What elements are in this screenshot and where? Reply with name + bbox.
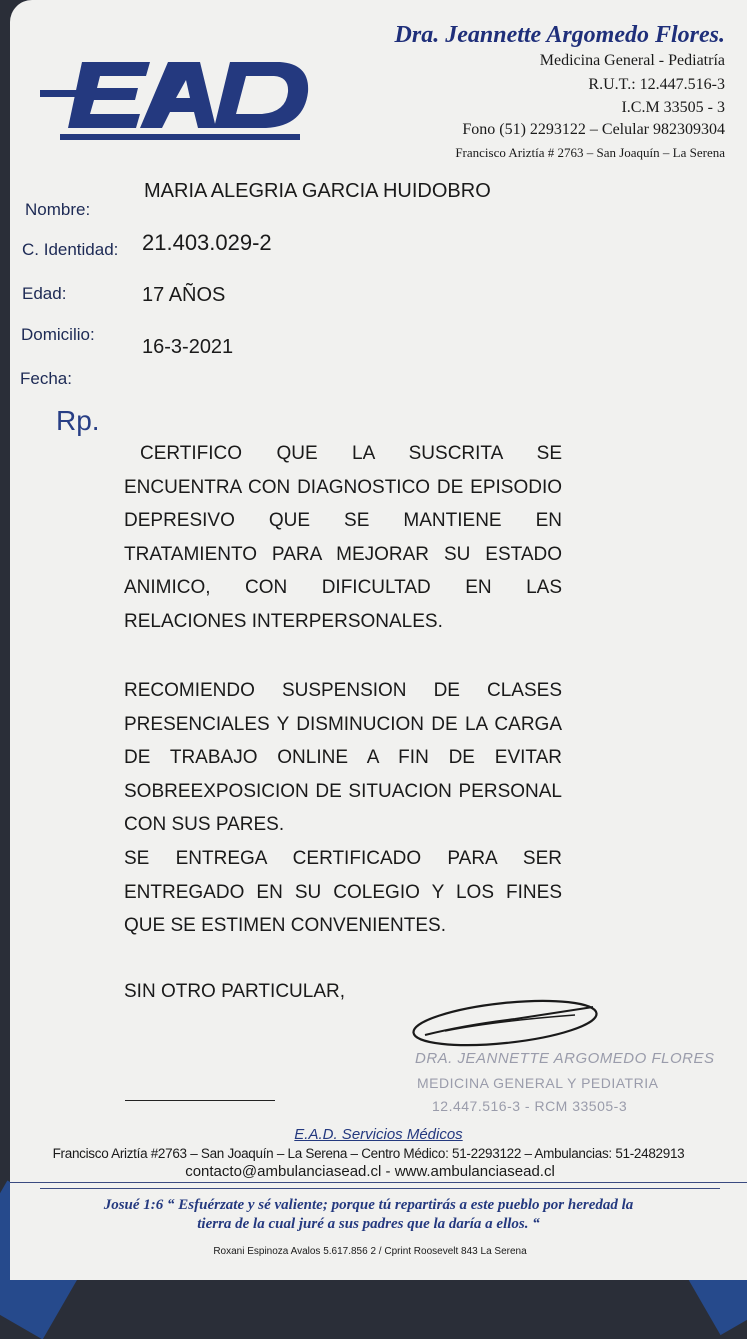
patient-address-value: 16-3-2021 (142, 336, 234, 358)
signature-mark (405, 995, 605, 1050)
patient-name: MARIA ALEGRIA GARCIA HUIDOBRO (144, 180, 491, 202)
doctor-name: Dra. Jeannette Argomedo Flores. (394, 22, 725, 48)
doctor-icm: I.C.M 33505 - 3 (621, 99, 725, 116)
date-label: Fecha: (20, 369, 72, 388)
footer-rule (10, 1182, 747, 1183)
footer-contact: contacto@ambulanciasead.cl - www.ambulanciasead.cl (185, 1163, 555, 1180)
doctor-specialty: Medicina General - Pediatría (539, 52, 725, 69)
closing-line: SIN OTRO PARTICULAR, (124, 981, 345, 1002)
age-label: Edad: (22, 284, 67, 303)
footer-title: E.A.D. Servicios Médicos (294, 1126, 463, 1143)
ead-logo (40, 50, 320, 145)
footer-address: Francisco Ariztía #2763 – San Joaquín – La Serena – Centro Médico: 51-2293122 – Ambulancias: 51-2482913 (52, 1146, 685, 1161)
name-label: Nombre: (25, 200, 91, 219)
signature-line (125, 1100, 275, 1101)
patient-id: 21.403.029-2 (142, 230, 272, 255)
rp-symbol: Rp. (56, 405, 100, 436)
id-label: C. Identidad: (22, 240, 119, 259)
doctor-phone: Fono (51) 2293122 – Celular 982309304 (462, 121, 725, 138)
patient-age: 17 AÑOS (142, 284, 226, 306)
prescription-sheet (10, 0, 747, 1280)
footer-verse-line-1: Josué 1:6 “ Esfuérzate y sé valiente; porque tú repartirás a este pueblo por heredad la (103, 1197, 634, 1213)
stamp-doctor-name: DRA. JEANNETTE ARGOMEDO FLORES (415, 1050, 715, 1067)
stamp-specialty: MEDICINA GENERAL Y PEDIATRIA (417, 1075, 659, 1091)
doctor-address: Francisco Ariztía # 2763 – San Joaquín – La Serena (455, 145, 725, 160)
printer-credit: Roxani Espinoza Avalos 5.617.856 2 / Cprint Roosevelt 843 La Serena (213, 1246, 527, 1257)
certificate-paragraph-1: CERTIFICO QUE LA SUSCRITA SE ENCUENTRA CON DIAGNOSTICO DE EPISODIO DEPRESIVO QUE SE MANTIENE EN TRATAMIENTO PARA MEJORAR SU ESTADO ANIMICO, CON DIFICULTAD EN LAS RELACIONES INTERPERSONALES. (124, 443, 562, 632)
stamp-registry: 12.447.516-3 - RCM 33505-3 (432, 1098, 628, 1114)
footer-verse-line-2: tierra de la cual juré a sus padres que la daría a ellos. “ (197, 1216, 540, 1232)
certificate-paragraph-2: RECOMIENDO SUSPENSION DE CLASES PRESENCIALES Y DISMINUCION DE LA CARGA DE TRABAJO ONLINE A FIN DE EVITAR SOBREEXPOSICION DE SITUACION PERSONAL CON SUS PARES. (124, 680, 562, 836)
doctor-rut: R.U.T.: 12.447.516-3 (588, 76, 725, 93)
certificate-paragraph-3: SE ENTREGA CERTIFICADO PARA SER ENTREGADO EN SU COLEGIO Y LOS FINES QUE SE ESTIMEN CONVENIENTES. (124, 848, 562, 937)
address-label: Domicilio: (21, 325, 95, 344)
footer-rule (40, 1188, 720, 1189)
